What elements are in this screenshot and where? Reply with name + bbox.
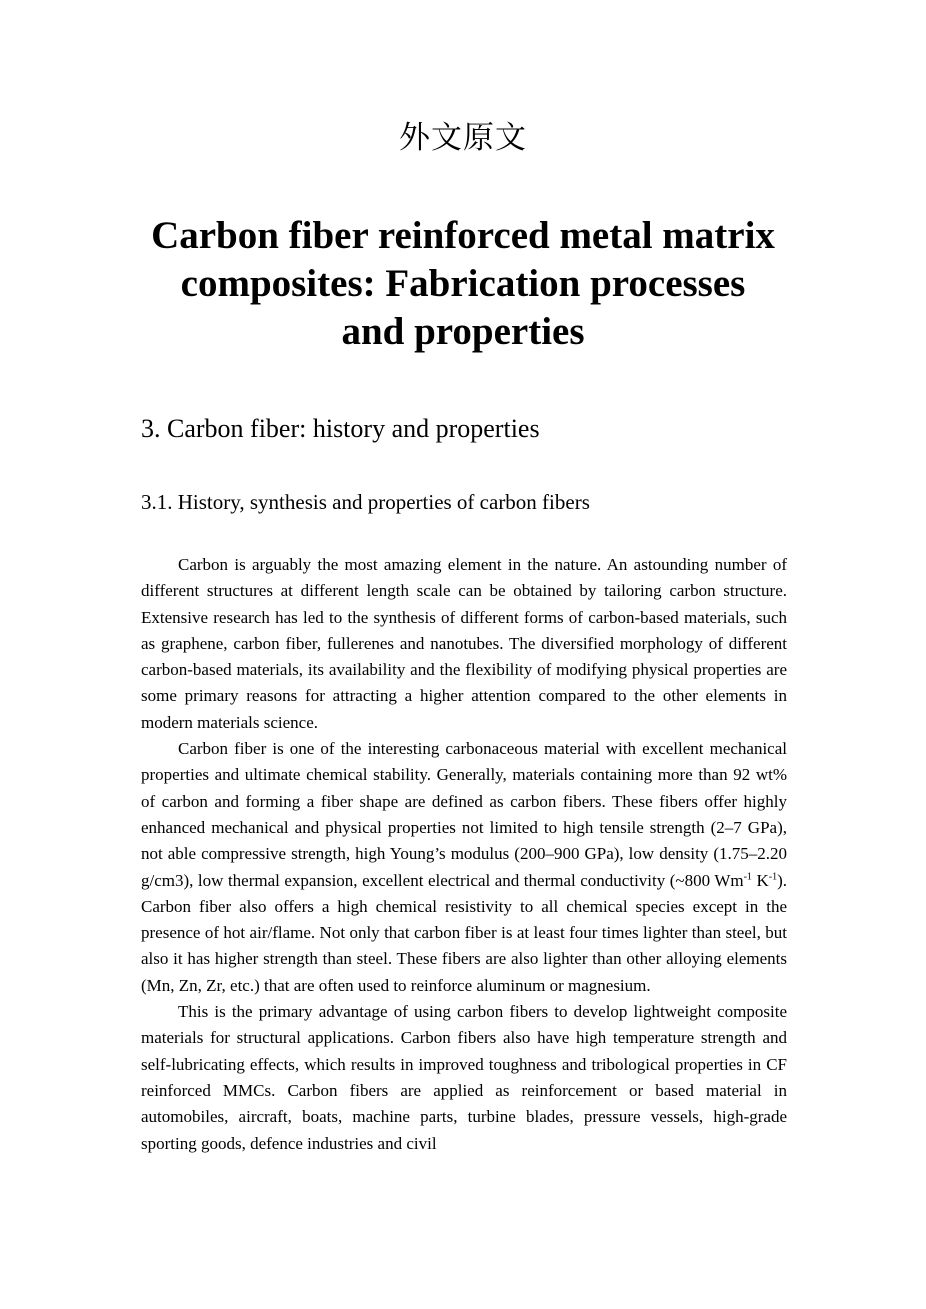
paragraph-2-part-a: Carbon fiber is one of the interesting carbonaceous material with excellent mechanical properties and ultimate chemical stability. Generally, materials containing more than 92 wt% of carbon and forming a fiber shape are defined as carbon fibers. These fibers offer highly enhanced mechanical and physical properties not limited to high tensile strength (2–7 GPa), not able compressive strength, high Young’s modulus (200–900 GPa), low density (1.75–2.20 g/cm3), low thermal expansion, excellent electrical and thermal conductivity (~800 Wm bbox=[141, 739, 787, 890]
paragraph-2-part-c: ). Carbon fiber also offers a high chemical resistivity to all chemical species except in the presence of hot air/flame. Not only that carbon fiber is at least four times lighter than steel, but also it has higher strength than steel. These fibers are also lighter than other alloying elements (Mn, Zn, Zr, etc.) that are often used to reinforce aluminum or magnesium. bbox=[141, 870, 787, 995]
superscript-exponent-1: -1 bbox=[743, 870, 752, 882]
body-text bbox=[141, 552, 787, 1157]
chinese-heading: 外文原文 bbox=[399, 120, 527, 156]
paragraph-2-part-b: K bbox=[751, 870, 769, 890]
paragraph-1: Carbon is arguably the most amazing element in the nature. An astounding number of different structures at different length scale can be obtained by tailoring carbon structure. Extensive research has led to the synthesis of different forms of carbon-based materials, such as graphene, carbon fiber, fullerenes and nanotubes. The diversified morphology of different carbon-based materials, its availability and the flexibility of modifying physical properties are some primary reasons for attracting a higher attention compared to the other elements in modern materials science. bbox=[141, 555, 787, 732]
paper-title: Carbon fiber reinforced metal matrix composites: Fabrication processes and properties bbox=[151, 214, 775, 353]
subsection-heading: 3.1. History, synthesis and properties of carbon fibers bbox=[141, 490, 590, 514]
paragraph-2 bbox=[141, 736, 787, 999]
section-heading: 3. Carbon fiber: history and properties bbox=[141, 414, 540, 443]
paragraph-3: This is the primary advantage of using carbon fibers to develop lightweight composite materials for structural applications. Carbon fibers also have high temperature strength and self-lubricating effects, which results in improved toughness and tribological properties in CF reinforced MMCs. Carbon fibers are applied as reinforcement or based material in automobiles, aircraft, boats, machine parts, turbine blades, pressure vessels, high-grade sporting goods, defence industries and civil bbox=[141, 1002, 787, 1153]
superscript-exponent-2: -1 bbox=[768, 870, 778, 882]
